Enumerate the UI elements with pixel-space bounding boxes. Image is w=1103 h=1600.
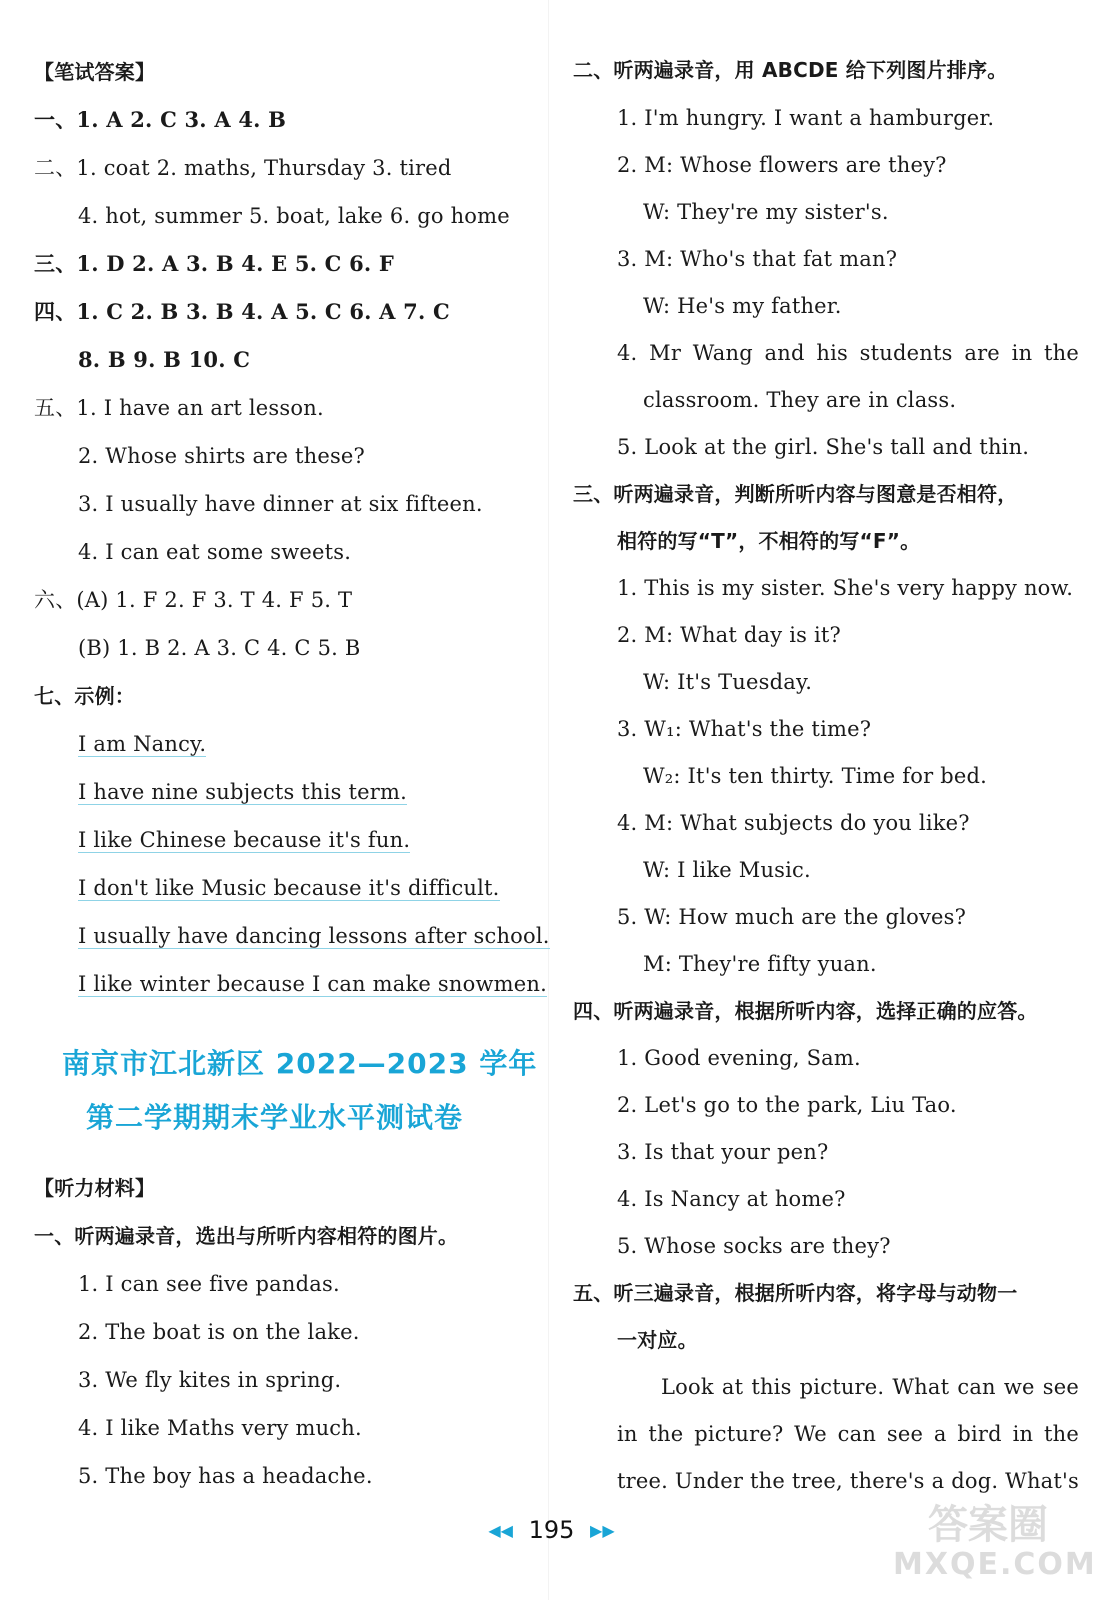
prev-triangles-icon: ◀◀ — [488, 1520, 513, 1540]
watermark-line-2: MXQE.COM — [893, 1547, 1097, 1582]
listening-2-item-4b: classroom. They are in class. — [643, 388, 957, 412]
listening-4-item: 1. Good evening, Sam. — [617, 1046, 861, 1070]
listening-5-passage-line-1: Look at this picture. What can we see — [661, 1375, 1079, 1399]
listening-1-item: 2. The boat is on the lake. — [78, 1320, 360, 1344]
listening-5-passage-line-2: in the picture? We can see a bird in the — [617, 1422, 1079, 1446]
listening-3-item-2m: 2. M: What day is it? — [617, 623, 841, 647]
listening-1-item: 1. I can see five pandas. — [78, 1272, 340, 1296]
answer-section-2b: 4. hot, summer 5. boat, lake 6. go home — [78, 204, 510, 228]
listening-4-item: 5. Whose socks are they? — [617, 1234, 891, 1258]
answer-section-2a: 二、1. coat 2. maths, Thursday 3. tired — [34, 156, 452, 180]
answer-section-6b: (B) 1. B 2. A 3. C 4. C 5. B — [78, 636, 361, 660]
page-fold — [548, 0, 549, 1600]
listening-3-item-2w: W: It's Tuesday. — [643, 670, 813, 694]
answer-section-3: 三、1. D 2. A 3. B 4. E 5. C 6. F — [34, 251, 395, 276]
listening-3-instruction-a: 三、听两遍录音，判断所听内容与图意是否相符， — [573, 482, 1018, 506]
example-line: I like winter because I can make snowmen. — [78, 972, 547, 996]
listening-1-item: 3. We fly kites in spring. — [78, 1368, 342, 1392]
listening-header: 【听力材料】 — [34, 1176, 156, 1200]
answer-section-6a: 六、(A) 1. F 2. F 3. T 4. F 5. T — [34, 588, 353, 612]
answer-section-5-4: 4. I can eat some sweets. — [78, 540, 352, 564]
listening-2-instruction: 二、听两遍录音，用 ABCDE 给下列图片排序。 — [573, 58, 1008, 82]
listening-3-item-4w: W: I like Music. — [643, 858, 811, 882]
written-answers-header: 【笔试答案】 — [34, 60, 156, 84]
listening-2-item-3m: 3. M: Who's that fat man? — [617, 247, 898, 271]
site-watermark-logo — [893, 1502, 1097, 1585]
listening-2-item-4a: 4. Mr Wang and his students are in the — [617, 341, 1079, 365]
answer-section-5-1: 五、1. I have an art lesson. — [34, 396, 324, 420]
listening-3-item-4m: 4. M: What subjects do you like? — [617, 811, 970, 835]
listening-1-item: 5. The boy has a headache. — [78, 1464, 373, 1488]
listening-4-item: 4. Is Nancy at home? — [617, 1187, 846, 1211]
exam-title-line-1: 南京市江北新区 2022—2023 学年 — [62, 1047, 538, 1080]
answer-section-1: 一、1. A 2. C 3. A 4. B — [34, 107, 287, 132]
page-number: 195 — [528, 1516, 575, 1544]
listening-3-item-3a: 3. W₁: What's the time? — [617, 717, 872, 741]
listening-5-instruction-a: 五、听三遍录音，根据所听内容，将字母与动物一 — [573, 1281, 1018, 1305]
listening-3-item-5w: 5. W: How much are the gloves? — [617, 905, 967, 929]
listening-2-item-2m: 2. M: Whose flowers are they? — [617, 153, 947, 177]
example-line: I am Nancy. — [78, 732, 207, 756]
example-line: I usually have dancing lessons after school. — [78, 924, 550, 948]
listening-3-item-3b: W₂: It's ten thirty. Time for bed. — [643, 764, 988, 788]
listening-3-instruction-b: 相符的写“T”，不相符的写“F”。 — [617, 529, 921, 553]
answer-section-4a: 四、1. C 2. B 3. B 4. A 5. C 6. A 7. C — [34, 299, 450, 324]
answer-section-5-3: 3. I usually have dinner at six fifteen. — [78, 492, 483, 516]
watermark-line-1: 答案圈 — [928, 1502, 1048, 1548]
listening-4-item: 3. Is that your pen? — [617, 1140, 829, 1164]
answer-section-7-label: 七、示例： — [34, 684, 135, 708]
listening-5-instruction-b: 一对应。 — [617, 1328, 698, 1352]
listening-2-item-1: 1. I'm hungry. I want a hamburger. — [617, 106, 995, 130]
next-triangles-icon: ▶▶ — [590, 1520, 615, 1540]
listening-5-passage-line-3: tree. Under the tree, there's a dog. What's — [617, 1469, 1079, 1493]
listening-2-item-5: 5. Look at the girl. She's tall and thin. — [617, 435, 1030, 459]
listening-2-item-2w: W: They're my sister's. — [643, 200, 889, 224]
listening-4-instruction: 四、听两遍录音，根据所听内容，选择正确的应答。 — [573, 999, 1038, 1023]
listening-1-instruction: 一、听两遍录音，选出与所听内容相符的图片。 — [34, 1224, 459, 1248]
listening-3-item-5m: M: They're fifty yuan. — [643, 952, 877, 976]
listening-1-item: 4. I like Maths very much. — [78, 1416, 362, 1440]
exam-title-line-2: 第二学期期末学业水平测试卷 — [86, 1101, 464, 1134]
example-line: I don't like Music because it's difficult. — [78, 876, 500, 900]
answer-section-4b: 8. B 9. B 10. C — [78, 347, 251, 372]
listening-3-item-1: 1. This is my sister. She's very happy now. — [617, 576, 1074, 600]
example-line: I like Chinese because it's fun. — [78, 828, 411, 852]
example-line: I have nine subjects this term. — [78, 780, 408, 804]
listening-2-item-3w: W: He's my father. — [643, 294, 842, 318]
listening-4-item: 2. Let's go to the park, Liu Tao. — [617, 1093, 957, 1117]
answer-section-5-2: 2. Whose shirts are these? — [78, 444, 366, 468]
